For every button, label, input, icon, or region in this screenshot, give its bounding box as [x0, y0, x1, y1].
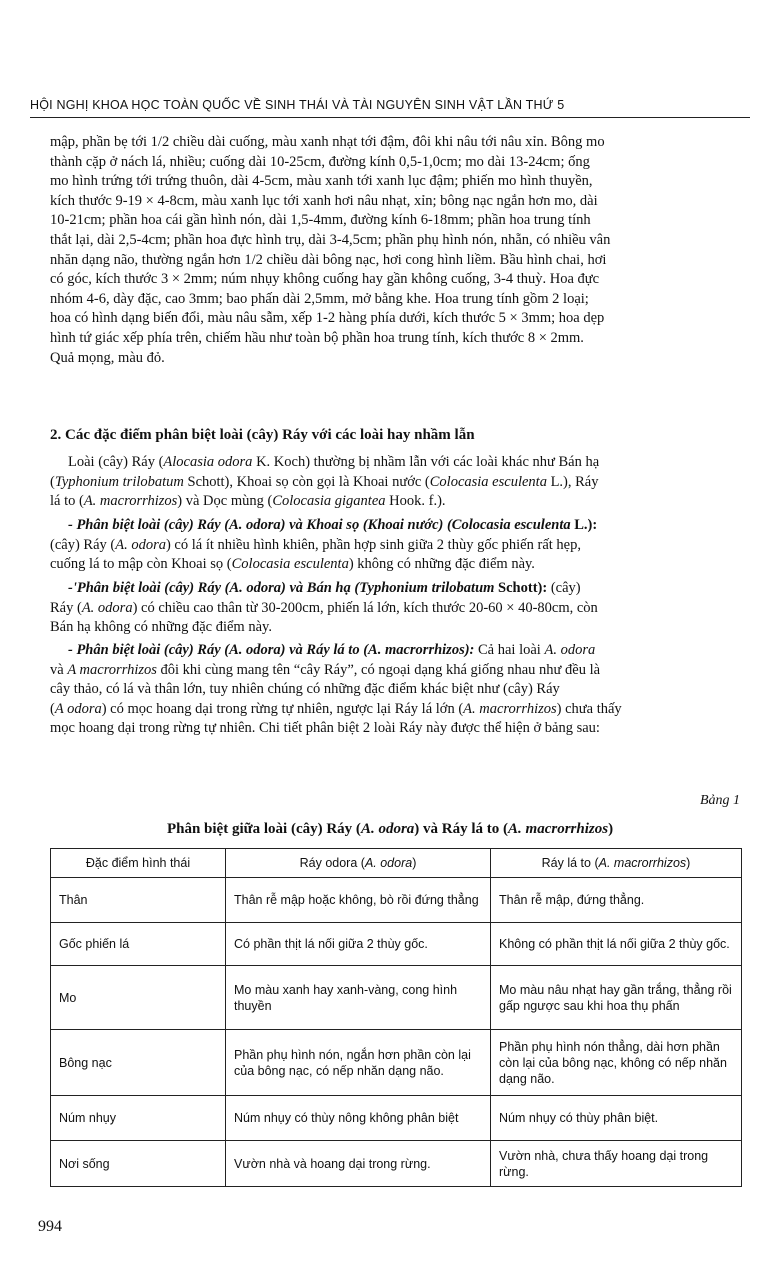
text-run: ) chưa thấy: [556, 700, 622, 717]
text-line: [50, 473, 738, 493]
scientific-name: A. odora: [81, 599, 133, 616]
scientific-name: A. odora: [364, 856, 413, 870]
text-run: L.):: [570, 517, 598, 533]
table-row: [51, 1030, 742, 1096]
text-run: Schott), Khoai sọ còn gọi là Khoai nước (: [183, 473, 430, 490]
scientific-name: A. macrorrhizos: [83, 493, 178, 510]
text-run: (cây): [550, 580, 581, 596]
scientific-name: Colocasia esculenta: [451, 517, 571, 533]
text-line: [50, 516, 738, 536]
table-row: [51, 878, 742, 923]
scientific-name: A. odora: [544, 642, 596, 658]
text-line: có góc, kích thước 3 × 2mm; núm nhụy không cuống hay gần không cuống, 3-4 thuỳ. Hoa đực: [50, 271, 600, 288]
table-cell: Thân rễ mập hoặc không, bò rồi đứng thẳng: [226, 878, 491, 923]
table-label: Bảng 1: [699, 793, 740, 808]
scientific-name: Colocasia esculenta: [231, 556, 349, 573]
table-cell: Có phần thịt lá nối giữa 2 thùy gốc.: [226, 923, 491, 966]
scientific-name: A. macrorrhizos: [598, 856, 687, 870]
text-run: Phân biệt giữa loài (cây) Ráy (: [166, 821, 361, 837]
text-run: Hook. f.).: [385, 493, 446, 510]
scientific-name: Typhonium trilobatum: [54, 473, 184, 490]
text-run: Ráy lá to (: [541, 856, 599, 870]
text-run: (: [50, 473, 55, 490]
scientific-name: Colocasia esculenta: [429, 473, 547, 490]
text-run: K. Koch) thường bị nhầm lẫn với các loài khác như Bán hạ: [252, 454, 600, 470]
table-cell: Không có phần thịt lá nối giữa 2 thùy gốc.: [491, 923, 742, 966]
column-header: [491, 849, 742, 878]
table-cell: Mo: [51, 966, 226, 1030]
text-line: nhóm 4-6, dày đặc, cao 3mm; bao phấn dài 2,5mm, mở bằng khe. Hoa trung tính gồm 2 loại;: [50, 290, 589, 307]
table-cell: Phần phụ hình nón thẳng, dài hơn phần còn lại của bông nạc, không có nếp nhăn dạng não.: [491, 1030, 742, 1096]
table-cell: Phần phụ hình nón, ngắn hơn phần còn lại của bông nạc, có nếp nhăn dạng não.: [226, 1030, 491, 1096]
text-line: [50, 579, 738, 599]
table-cell: Núm nhụy có thùy nông không phân biệt: [226, 1096, 491, 1141]
text-line: [50, 700, 738, 720]
text-run: ) và Ráy lá to (: [414, 821, 509, 837]
table-row: [51, 966, 742, 1030]
text-run: L.), Ráy: [546, 473, 599, 490]
table-row: [51, 1141, 742, 1187]
table-cell: Gốc phiến lá: [51, 923, 226, 966]
table-header-row: [51, 849, 742, 878]
paragraph-ban-ha: [50, 579, 738, 638]
text-line: Bán hạ không có những đặc điểm này.: [50, 619, 272, 636]
text-run: Cả hai loài: [474, 642, 545, 658]
paragraph-khoai-so: [50, 516, 738, 575]
scientific-name: A. macrorrhizos: [463, 700, 557, 717]
text-run: (: [50, 700, 55, 717]
page-number: 994: [38, 1218, 62, 1235]
text-line: Quả mọng, màu đỏ.: [50, 349, 165, 366]
text-line: mo hình trứng tới trứng thuôn, dài 4-5cm, màu xanh tới xanh lục đậm; phiến mo hình thuyền,: [50, 173, 593, 190]
table-cell: Bông nạc: [51, 1030, 226, 1096]
text-line: [50, 492, 738, 512]
scientific-name: A. odora: [360, 821, 415, 837]
text-line: [50, 536, 738, 556]
text-run: (cây) Ráy (: [50, 536, 116, 553]
text-run: ) có lá ít nhiều hình khiên, phần hợp sinh giữa 2 thùy gốc phiến rất hẹp,: [165, 536, 581, 553]
table-cell: Mo màu nâu nhạt hay gần trắng, thẳng rồi gấp ngược sau khi hoa thụ phấn: [491, 966, 742, 1030]
scientific-name: Colocasia gigantea: [272, 493, 386, 510]
text-run: đôi khi cùng mang tên “cây Ráy”, có ngoại dạng khá giống nhau như đều là: [156, 661, 601, 678]
text-line: nhăn dạng não, thường ngắn hơn 1/2 chiều dài bông nạc, hơi cong hình liềm. Bầu hình chai, hơi: [50, 251, 607, 268]
scientific-name: A macrorrhizos: [67, 661, 157, 678]
scientific-name: A odora: [54, 700, 102, 717]
text-run: ): [686, 856, 691, 870]
text-run: Loài (cây) Ráy (: [68, 454, 164, 470]
scientific-name: Alocasia odora: [163, 454, 253, 470]
section-heading: 2. Các đặc điểm phân biệt loài (cây) Ráy với các loài hay nhầm lẫn: [50, 427, 475, 443]
text-run: lá to (: [50, 493, 84, 510]
intro-paragraph: [50, 133, 738, 368]
text-run: ) có chiều cao thân từ 30-200cm, phiến lá lớn, kích thước 20-60 × 40-80cm, còn: [132, 599, 598, 616]
text-run: cuống lá to mập còn Khoai sọ (: [50, 556, 232, 573]
table-row: [51, 923, 742, 966]
text-line: thắt lại, dài 2,5-4cm; phần hoa đực hình trụ, dài 3-4,5cm; phần phụ hình nón, nhẵn, có nhiều vân: [50, 231, 611, 248]
text-line: kích thước 9-19 × 4-8cm, màu xanh lục tới xanh hơi nâu nhạt, xỉn; bông nạc ngắn hơn mo, dài: [50, 192, 598, 209]
text-line: hình tứ giác xếp phía trên, chiếm hầu như toàn bộ phần hoa trung tính, kích thước 8 × 2mm.: [50, 329, 584, 346]
text-run: Schott):: [494, 580, 551, 596]
text-line: hoa có hình dạng biến đổi, màu nâu sẫm, xếp 1-2 hàng phía dưới, kích thước 5 × 3mm; hoa dẹp: [50, 310, 605, 327]
text-line: [50, 661, 738, 681]
text-line: 10-21cm; phần hoa cái gần hình nón, dài 1,5-4mm, đường kính 6-18mm; phần hoa trung tính: [50, 212, 591, 229]
text-line: [50, 599, 738, 619]
text-run: và: [50, 661, 68, 678]
table-caption: [0, 821, 780, 838]
paragraph-ray-la-to: [50, 641, 738, 739]
subheading: - Phân biệt loài (cây) Ráy (A. odora) và Khoai sọ (Khoai nước) (: [68, 517, 452, 533]
text-line: [50, 453, 738, 473]
text-line: thành cặp ở nách lá, nhiều; cuống dài 10-25cm, đường kính 0,5-1,0cm; mo dài 13-24cm; ống: [50, 153, 590, 170]
running-header: HỘI NGHỊ KHOA HỌC TOÀN QUỐC VỀ SINH THÁI VÀ TÀI NGUYÊN SINH VẬT LẦN THỨ 5: [30, 98, 750, 118]
text-run: ) và Dọc mùng (: [177, 493, 273, 510]
comparison-table: [50, 848, 742, 1187]
table-cell: Nơi sống: [51, 1141, 226, 1187]
text-run: Ráy odora (: [299, 856, 365, 870]
table-cell: Thân rễ mập, đứng thẳng.: [491, 878, 742, 923]
subheading: -'Phân biệt loài (cây) Ráy (A. odora) và Bán hạ (Typhonium trilobatum: [68, 580, 495, 596]
text-line: [50, 641, 738, 661]
text-run: ): [608, 821, 614, 837]
paragraph-confusion: [50, 453, 738, 512]
table-cell: Vườn nhà, chưa thấy hoang dại trong rừng.: [491, 1141, 742, 1187]
table-row: [51, 1096, 742, 1141]
table-cell: Núm nhụy có thùy phân biệt.: [491, 1096, 742, 1141]
text-run: ) không có những đặc điểm này.: [348, 556, 535, 573]
text-run: ) có mọc hoang dại trong rừng tự nhiên, ngược lại Ráy lá lớn (: [101, 700, 464, 717]
text-line: [50, 555, 738, 575]
scientific-name: A. macrorrhizos: [508, 821, 609, 837]
column-header: [226, 849, 491, 878]
table-cell: Vườn nhà và hoang dại trong rừng.: [226, 1141, 491, 1187]
text-run: ): [412, 856, 417, 870]
text-line: cây thảo, có lá và thân lớn, tuy nhiên chúng có những đặc điểm khác biệt như (cây) Ráy: [50, 681, 560, 698]
table-cell: Thân: [51, 878, 226, 923]
scientific-name: A. odora: [115, 536, 166, 553]
column-header: Đặc điểm hình thái: [51, 849, 226, 878]
text-line: mọc hoang dại trong rừng tự nhiên. Chi tiết phân biệt 2 loài Ráy này được thể hiện ở bảng sau:: [50, 720, 600, 737]
table-cell: Núm nhụy: [51, 1096, 226, 1141]
text-run: Ráy (: [50, 599, 82, 616]
subheading: - Phân biệt loài (cây) Ráy (A. odora) và Ráy lá to (A. macrorrhizos):: [68, 642, 475, 658]
table-cell: Mo màu xanh hay xanh-vàng, cong hình thuyền: [226, 966, 491, 1030]
text-line: mập, phần bẹ tới 1/2 chiều dài cuống, màu xanh nhạt tới đậm, đôi khi nâu tới nâu xỉn. Bông mo: [50, 134, 605, 150]
